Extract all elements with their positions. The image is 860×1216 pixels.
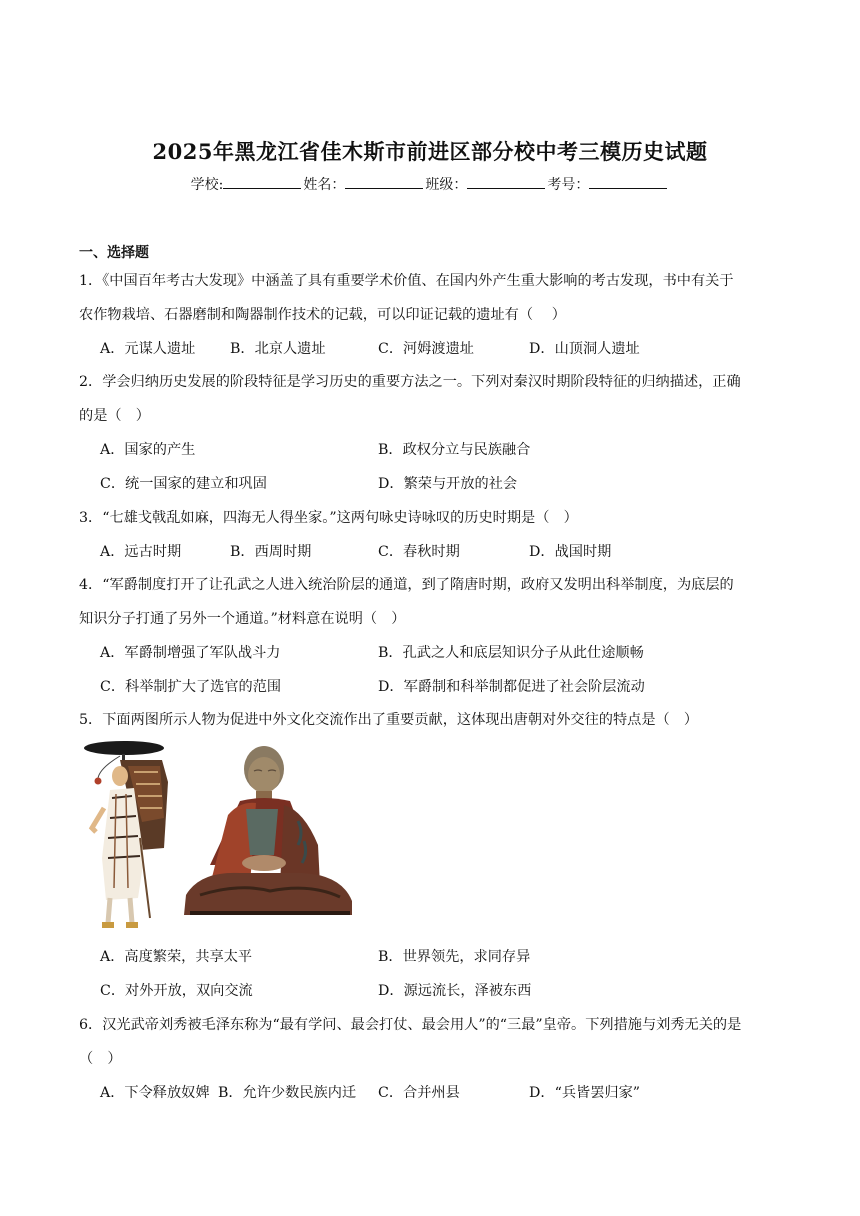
question-6-line-1: 6．汉光武帝刘秀被毛泽东称为“最有学问、最会打仗、最会用人”的“三最”皇帝。下列措施与刘秀无关的是 [79,1017,742,1033]
question-2-line-2: 的是（ ） [79,408,150,424]
question-4-option-b: B．孔武之人和底层知识分子从此仕途顺畅 [378,645,644,661]
question-3-line-1: 3．“七雄戈戟乱如麻，四海无人得坐家。”这两句咏史诗咏叹的历史时期是（ ） [79,510,578,526]
name-blank [345,174,423,189]
question-4-option-c: C．科举制扩大了选官的范围 [100,679,282,695]
school-label: 学校: [190,177,224,193]
question-1-line-2: 农作物栽培、石器磨制和陶器制作技术的记载，可以印证记载的遗址有（ ） [79,307,566,323]
exam-number-blank [589,174,667,189]
question-1-option-c: C．河姆渡遗址 [378,341,474,357]
question-1-option-d: D．山顶洞人遗址 [529,341,640,357]
question-4-line-1: 4．“军爵制度打开了让孔武之人进入统治阶层的通道，到了隋唐时期，政府又发明出科举制度，为底层的 [79,577,734,593]
question-3-option-d: D．战国时期 [529,544,612,560]
question-3-option-a: A．远古时期 [100,544,182,560]
question-1-option-b: B．北京人遗址 [230,341,326,357]
question-6-option-c: C．合并州县 [378,1085,460,1101]
question-4-line-2: 知识分子打通了另外一个通道。”材料意在说明（ ） [79,611,406,627]
question-5-line-1: 5．下面两图所示人物为促进中外文化交流作出了重要贡献，这体现出唐朝对外交往的特点是（ ） [79,712,699,728]
student-info-line [0,174,860,194]
question-6-option-b: B．允许少数民族内迁 [218,1085,357,1101]
question-5-option-d: D．源远流长，泽被东西 [378,983,532,999]
question-5-option-b: B．世界领先，求同存异 [378,949,531,965]
section-heading: 一、选择题 [79,245,149,261]
question-4-option-a: A．军爵制增强了军队战斗力 [100,645,281,661]
question-6-option-a: A．下令释放奴婢 [100,1085,210,1101]
question-2-line-1: 2．学会归纳历史发展的阶段特征是学习历史的重要方法之一。下列对秦汉时期阶段特征的归纳描述，正确 [79,374,741,390]
question-1-option-a: A．元谋人遗址 [100,341,196,357]
class-blank [467,174,545,189]
question-6-line-2: （ ） [79,1051,122,1067]
question-4-option-d: D．军爵制和科举制都促进了社会阶层流动 [378,679,645,695]
seated-monk-statue-image [180,745,356,927]
question-2-option-a: A．国家的产生 [100,442,196,458]
exam-number-label: 考号： [547,177,590,193]
school-blank [223,174,301,189]
question-2-option-d: D．繁荣与开放的社会 [378,476,518,492]
question-2-option-c: C．统一国家的建立和巩固 [100,476,267,492]
question-3-option-c: C．春秋时期 [378,544,460,560]
question-2-option-b: B．政权分立与民族融合 [378,442,531,458]
question-5-option-a: A．高度繁荣，共享太平 [100,949,253,965]
exam-title: 2025年黑龙江省佳木斯市前进区部分校中考三模历史试题 [152,139,708,164]
question-3-option-b: B．西周时期 [230,544,312,560]
class-label: 班级： [425,177,468,193]
traveling-monk-image [80,738,172,936]
question-6-option-d: D．“兵皆罢归家” [529,1085,641,1101]
question-5-option-c: C．对外开放，双向交流 [100,983,253,999]
question-1-line-1: 1．《中国百年考古大发现》中涵盖了具有重要学术价值、在国内外产生重大影响的考古发现，书中有关于 [79,273,734,289]
name-label: 姓名： [303,177,346,193]
